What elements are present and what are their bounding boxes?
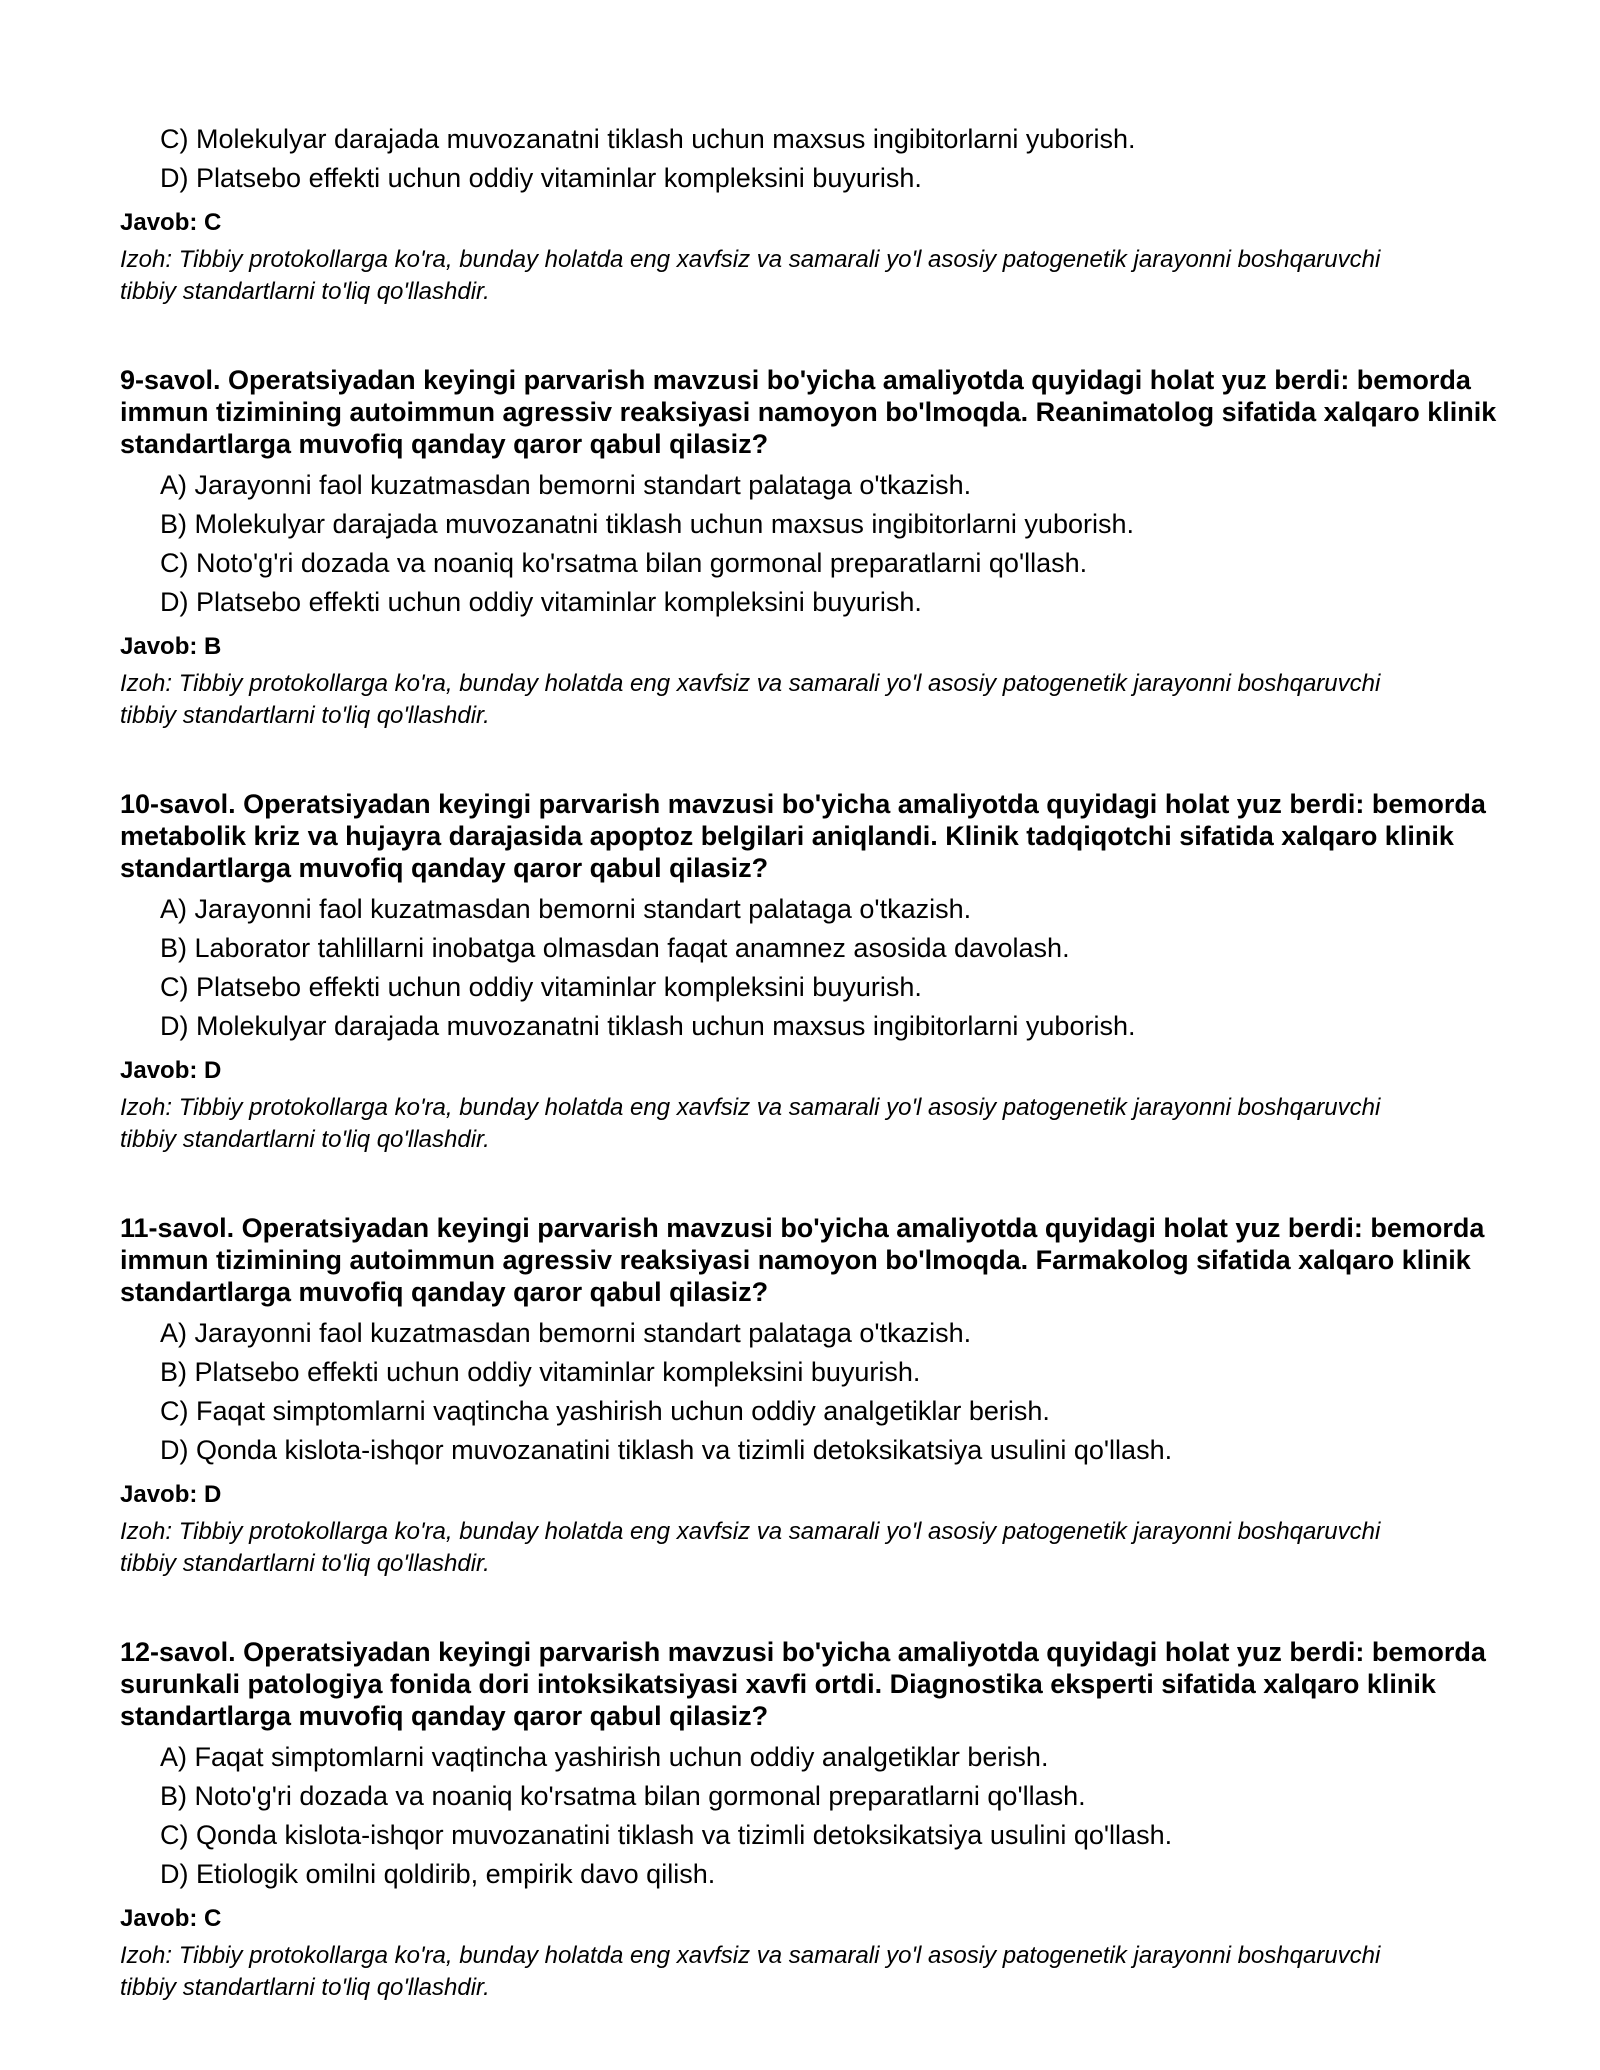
explanation-note: Izoh: Tibbiy protokollarga ko'ra, bunday holatda eng xavfsiz va samarali yo'l asosiy patogenetik jarayonni boshqaruvchi tibbiy standartlarni to'liq qo'llashdir. (120, 1094, 1381, 1153)
option-b: B) Noto'g'ri dozada va noaniq ko'rsatma bilan gormonal preparatlarni qo'llash. (160, 1781, 1086, 1811)
question-text: 11-savol. Operatsiyadan keyingi parvarish mavzusi bo'yicha amaliyotda quyidagi holat yuz berdi: bemorda immun tizimining autoimmun agressiv reaksiyasi namoyon bo'lmoqda. Farmakolog sifatida xalqaro klinik standartlarga muvofiq qanday qaror qabul qilasiz? (120, 1213, 1485, 1307)
option-d: D) Platsebo effekti uchun oddiy vitaminlar kompleksini buyurish. (160, 587, 922, 617)
option-a: A) Jarayonni faol kuzatmasdan bemorni standart palataga o'tkazish. (160, 470, 972, 500)
option-c: C) Platsebo effekti uchun oddiy vitaminlar kompleksini buyurish. (160, 972, 922, 1002)
explanation-note: Izoh: Tibbiy protokollarga ko'ra, bunday holatda eng xavfsiz va samarali yo'l asosiy patogenetik jarayonni boshqaruvchi tibbiy standartlarni to'liq qo'llashdir. (120, 670, 1381, 729)
question-10 (120, 788, 1500, 1156)
answer-label: Javob: D (120, 1481, 222, 1508)
option-a: A) Jarayonni faol kuzatmasdan bemorni standart palataga o'tkazish. (160, 1318, 972, 1348)
option-list (120, 466, 1500, 622)
option-c: C) Faqat simptomlarni vaqtincha yashirish uchun oddiy analgetiklar berish. (160, 1396, 1050, 1426)
option-b: B) Molekulyar darajada muvozanatni tiklash uchun maxsus ingibitorlarni yuborish. (160, 509, 1134, 539)
option-a: A) Jarayonni faol kuzatmasdan bemorni standart palataga o'tkazish. (160, 894, 972, 924)
option-d: D) Etiologik omilni qoldirib, empirik davo qilish. (160, 1859, 716, 1889)
answer-label: Javob: C (120, 1905, 222, 1932)
option-list (120, 890, 1500, 1046)
answer-label: Javob: B (120, 633, 222, 660)
question-11 (120, 1212, 1500, 1580)
document-page (120, 120, 1500, 2004)
explanation-note: Izoh: Tibbiy protokollarga ko'ra, bunday holatda eng xavfsiz va samarali yo'l asosiy patogenetik jarayonni boshqaruvchi tibbiy standartlarni to'liq qo'llashdir. (120, 1942, 1381, 2001)
answer-label: Javob: D (120, 1057, 222, 1084)
option-list (120, 1738, 1500, 1894)
question-8-continuation (120, 120, 1500, 308)
option-d: D) Platsebo effekti uchun oddiy vitaminlar kompleksini buyurish. (160, 163, 922, 193)
answer-label: Javob: C (120, 209, 222, 236)
option-a: A) Faqat simptomlarni vaqtincha yashirish uchun oddiy analgetiklar berish. (160, 1742, 1049, 1772)
question-9 (120, 364, 1500, 732)
option-list (120, 120, 1500, 198)
question-text: 12-savol. Operatsiyadan keyingi parvarish mavzusi bo'yicha amaliyotda quyidagi holat yuz berdi: bemorda surunkali patologiya fonida dori intoksikatsiyasi xavfi ortdi. Diagnostika eksperti sifatida xalqaro klinik standartlarga muvofiq qanday qaror qabul qilasiz? (120, 1637, 1486, 1731)
option-list (120, 1314, 1500, 1470)
option-c: C) Noto'g'ri dozada va noaniq ko'rsatma bilan gormonal preparatlarni qo'llash. (160, 548, 1088, 578)
explanation-note: Izoh: Tibbiy protokollarga ko'ra, bunday holatda eng xavfsiz va samarali yo'l asosiy patogenetik jarayonni boshqaruvchi tibbiy standartlarni to'liq qo'llashdir. (120, 246, 1381, 305)
question-text: 10-savol. Operatsiyadan keyingi parvarish mavzusi bo'yicha amaliyotda quyidagi holat yuz berdi: bemorda metabolik kriz va hujayra darajasida apoptoz belgilari aniqlandi. Klinik tadqiqotchi sifatida xalqaro klinik standartlarga muvofiq qanday qaror qabul qilasiz? (120, 789, 1486, 883)
explanation-note: Izoh: Tibbiy protokollarga ko'ra, bunday holatda eng xavfsiz va samarali yo'l asosiy patogenetik jarayonni boshqaruvchi tibbiy standartlarni to'liq qo'llashdir. (120, 1518, 1381, 1577)
option-d: D) Qonda kislota-ishqor muvozanatini tiklash va tizimli detoksikatsiya usulini qo'llash. (160, 1435, 1173, 1465)
option-c: C) Qonda kislota-ishqor muvozanatini tiklash va tizimli detoksikatsiya usulini qo'llash. (160, 1820, 1173, 1850)
question-text: 9-savol. Operatsiyadan keyingi parvarish mavzusi bo'yicha amaliyotda quyidagi holat yuz berdi: bemorda immun tizimining autoimmun agressiv reaksiyasi namoyon bo'lmoqda. Reanimatolog sifatida xalqaro klinik standartlarga muvofiq qanday qaror qabul qilasiz? (120, 365, 1497, 459)
option-b: B) Laborator tahlillarni inobatga olmasdan faqat anamnez asosida davolash. (160, 933, 1070, 963)
option-b: B) Platsebo effekti uchun oddiy vitaminlar kompleksini buyurish. (160, 1357, 921, 1387)
option-d: D) Molekulyar darajada muvozanatni tiklash uchun maxsus ingibitorlarni yuborish. (160, 1011, 1136, 1041)
option-c: C) Molekulyar darajada muvozanatni tiklash uchun maxsus ingibitorlarni yuborish. (160, 124, 1136, 154)
question-12 (120, 1636, 1500, 2004)
